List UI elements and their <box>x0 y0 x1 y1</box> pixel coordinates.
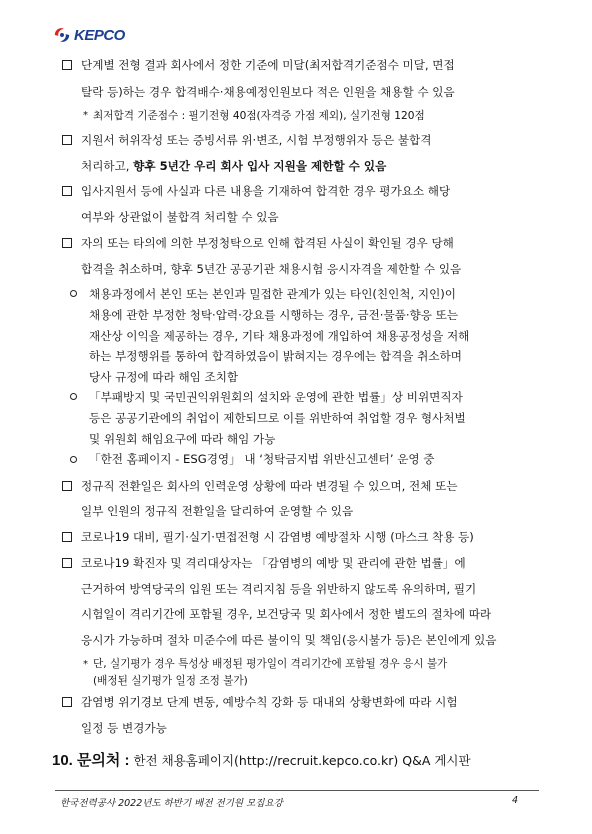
sub-1-line-4: 하는 부정행위를 통하여 합격하였음이 밝혀지는 경우에는 합격을 취소하며 <box>89 349 462 363</box>
checkbox-bullet <box>62 60 72 70</box>
circle-bullet <box>70 393 77 400</box>
page-number: 4 <box>512 795 519 806</box>
checkbox-bullet <box>62 238 72 248</box>
item-7-line-4: 응시가 가능하며 절차 미준수에 따른 불이익 및 책임(응시불가 등)은 본인에게 있음 <box>81 633 497 647</box>
item-2-line-2-plain: 처리하고, <box>81 159 134 173</box>
item-5-line-1: 정규직 전환일은 회사의 인력운영 상황에 따라 변경될 수 있으며, 전체 또는 <box>81 479 458 493</box>
item-1-line-1: 단계별 전형 결과 회사에서 정한 기준에 미달(최저합격기준점수 미달, 면접 <box>81 58 455 72</box>
item-4-line-2: 합격을 취소하며, 향후 5년간 공공기관 채용시험 응시자격을 제한할 수 있음 <box>81 262 462 276</box>
kepco-logo-text: KEPCO <box>74 26 125 44</box>
item-8-line-1: 감염병 위기경보 단계 변동, 예방수칙 강화 등 대내외 상황변화에 따라 시험 <box>81 695 458 709</box>
item-3-line-2: 여부와 상관없이 불합격 처리할 수 있음 <box>81 210 279 224</box>
item-1-line-2: 탈락 등)하는 경우 합격배수·채용예정인원보다 적은 인원을 채용할 수 있음 <box>81 85 455 99</box>
kepco-logo <box>53 24 125 46</box>
contact-section <box>52 752 471 770</box>
checkbox-bullet <box>62 697 72 707</box>
checkbox-bullet <box>62 532 72 542</box>
checkbox-bullet <box>62 186 72 196</box>
sub-1-line-1: 채용과정에서 본인 또는 본인과 밀접한 관계가 있는 타인(친인척, 지인)이 <box>89 287 457 301</box>
sub-3-line-1: 「한전 홈페이지 - ESG경영」 내 ‘청탁금지법 위반신고센터’ 운영 중 <box>89 452 435 466</box>
circle-bullet <box>70 456 77 463</box>
sub-2-line-2: 등은 공공기관에의 취업이 제한되므로 이를 위반하여 취업할 경우 형사처벌 <box>89 411 466 425</box>
item-5-line-2: 일부 인원의 정규직 전환일을 달리하여 운영할 수 있음 <box>81 504 354 518</box>
note-marker: * <box>83 659 88 670</box>
item-7-line-2: 근거하여 방역당국의 입원 또는 격리지침 등을 위반하지 않도록 유의하며, 필기 <box>81 582 477 596</box>
item-7-line-3: 시험일이 격리기간에 포함될 경우, 보건당국 및 회사에서 정한 별도의 절차에 따라 <box>81 607 492 621</box>
checkbox-bullet <box>62 135 72 145</box>
item-4-line-1: 자의 또는 타의에 의한 부정청탁으로 인해 합격된 사실이 확인될 경우 당해 <box>81 236 454 250</box>
contact-label: 문의처 : <box>76 752 130 769</box>
item-2-line-2 <box>81 159 386 173</box>
item-2-line-1: 지원서 허위작성 또는 증빙서류 위·변조, 시험 부정행위자 등은 불합격 <box>81 133 432 147</box>
item-6-line-1: 코로나19 대비, 필기·실기·면접전형 시 감염병 예방절차 시행 (마스크 착용 등) <box>81 530 474 544</box>
checkbox-bullet <box>62 558 72 568</box>
item-7-note-line-1: 단, 실기평가 경우 특성상 배정된 평가일이 격리기간에 포함될 경우 응시 불가 <box>93 658 448 670</box>
sub-2-line-3: 및 위원회 해임요구에 따라 해임 가능 <box>89 432 276 446</box>
item-3-line-1: 입사지원서 등에 사실과 다른 내용을 기재하여 합격한 경우 평가요소 해당 <box>81 184 451 198</box>
note-marker: * <box>83 110 88 121</box>
item-7-note-line-2: (배정된 실기평가 일정 조정 불가) <box>93 675 248 687</box>
contact-text: 한전 채용홈페이지(http://recruit.kepco.co.kr) Q&A 게시판 <box>133 753 471 768</box>
item-7-line-1: 코로나19 확진자 및 격리대상자는 「감염병의 예방 및 관리에 관한 법률」에 <box>81 556 466 570</box>
footer-title: 한국전력공사 2022년도 하반기 배전 전기원 모집요강 <box>60 798 283 809</box>
circle-bullet <box>70 290 77 297</box>
item-1-note: 최저합격 기준점수 : 필기전형 40점(자격증 가점 제외), 실기전형 120점 <box>93 110 425 122</box>
checkbox-bullet <box>62 481 72 491</box>
sub-2-line-1: 「부패방지 및 국민권익위원회의 설치와 운영에 관한 법률」상 비위면직자 <box>89 390 463 404</box>
sub-1-line-2: 채용에 관한 부정한 청탁·압력·강요를 시행하는 경우, 금전·물품·향응 또는 <box>89 308 459 322</box>
contact-number: 10. <box>52 752 73 769</box>
sub-1-line-3: 재산상 이익을 제공하는 경우, 기타 채용과정에 개입하여 채용공정성을 저해 <box>89 329 470 343</box>
sub-1-line-5: 당사 규정에 따라 해임 조치함 <box>89 370 239 384</box>
item-8-line-2: 일정 등 변경가능 <box>81 721 167 735</box>
footer-divider <box>55 790 539 791</box>
item-2-restriction-notice: 향후 5년간 우리 회사 입사 지원을 제한할 수 있음 <box>133 159 387 173</box>
kepco-logo-icon <box>53 26 71 44</box>
